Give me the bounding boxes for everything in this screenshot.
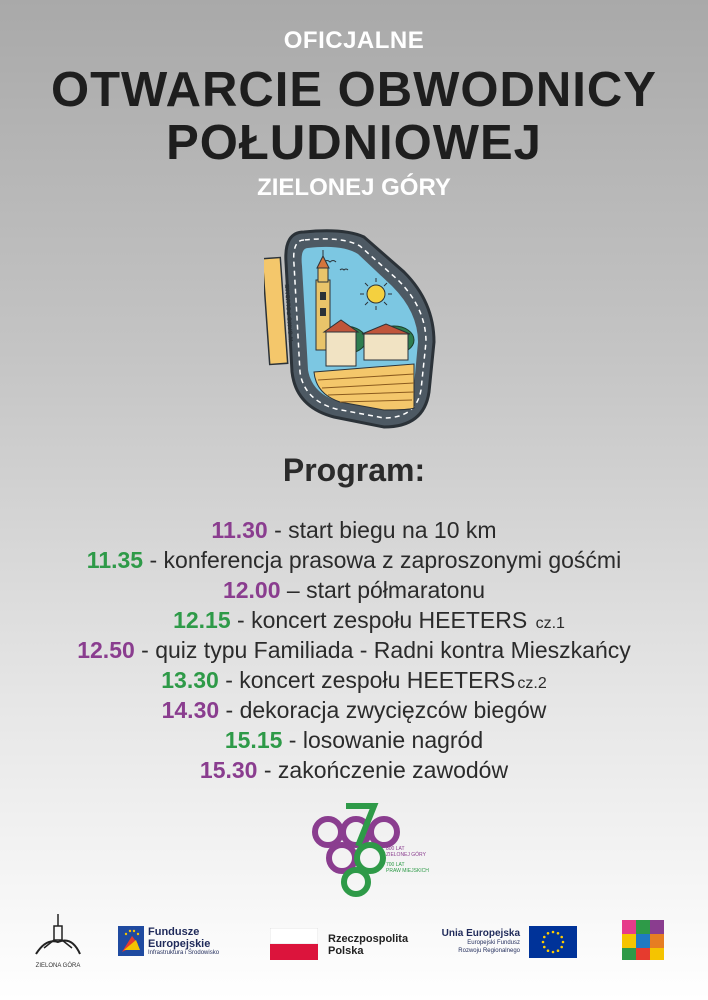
rp-line2: Polska (328, 945, 364, 957)
schedule-text: - quiz typu Familiada - Radni kontra Mieszkańcy (134, 637, 631, 663)
schedule-time: 13.30 (161, 667, 219, 693)
schedule-text: – start półmaratonu (280, 577, 486, 603)
jubilee-line3: 700 LAT (386, 862, 405, 868)
schedule-row (0, 755, 708, 785)
jubilee-logo-icon (310, 802, 450, 898)
schedule-time: 15.15 (224, 727, 283, 753)
fe-title-line2: Europejskie (148, 938, 211, 950)
headline-line2: POŁUDNIOWEJ (166, 116, 542, 170)
schedule-row (0, 695, 708, 725)
schedule-row (0, 545, 708, 575)
ue-sub-line2: Rozwoju Regionalnego (458, 948, 520, 954)
schedule-time: 12.15 (173, 607, 231, 633)
eu-flag-icon (529, 926, 577, 958)
jubilee-line2: ZIELONEJ GÓRY (386, 852, 426, 858)
schedule-time: 11.30 (211, 517, 268, 543)
unia-europejska-logo (430, 926, 580, 962)
schedule-note: cz.2 (517, 675, 547, 692)
fundusze-europejskie-logo (118, 924, 248, 964)
schedule-text: - losowanie nagród (282, 727, 484, 753)
schedule-text: - start biegu na 10 km (267, 517, 497, 543)
fe-title-line1: Fundusze (148, 926, 200, 938)
schedule-time: 12.00 (222, 577, 281, 603)
jubilee-line4: PRAW MIEJSKICH (386, 868, 429, 874)
fe-subtitle: Infrastruktura i Środowisko (148, 950, 220, 956)
schedule-text: - konferencja prasowa z zaproszonymi gośćmi (143, 547, 622, 573)
rzeczpospolita-polska-logo (270, 928, 410, 962)
zielona-gora-caption: ZIELONA GÓRA (35, 963, 81, 969)
schedule-text: - koncert zespołu HEETERS (218, 667, 516, 693)
schedule-text: - dekoracja zwycięzców biegów (219, 697, 547, 723)
jubilee-line1: 800 LAT (386, 846, 405, 852)
schedule-row (0, 575, 708, 605)
puzzle-logo-icon (614, 916, 670, 970)
schedule-row (0, 515, 708, 545)
schedule-time: 12.50 (77, 637, 135, 663)
kicker: OFICJALNE (283, 27, 425, 54)
ue-title: Unia Europejska (441, 928, 520, 939)
program-schedule (0, 515, 708, 785)
schedule-row (0, 665, 708, 695)
schedule-row (0, 635, 708, 665)
footer-logos (0, 912, 708, 982)
ue-sub-line1: Europejski Fundusz (467, 940, 520, 946)
schedule-note: cz.1 (535, 615, 565, 632)
schedule-time: 15.30 (199, 757, 258, 783)
rp-line1: Rzeczpospolita (328, 933, 409, 945)
fundusze-europejskie-icon (118, 926, 144, 956)
schedule-row (0, 725, 708, 755)
program-title: Program: (282, 452, 426, 488)
schedule-text: - koncert zespołu HEETERS (230, 607, 534, 633)
schedule-text: - zakończenie zawodów (257, 757, 509, 783)
subkicker: ZIELONEJ GÓRY (257, 174, 451, 201)
schedule-time: 14.30 (161, 697, 220, 723)
zielona-gora-logo (28, 912, 88, 969)
emblem-ribbon-label: W SAMO POŁUDNIE (284, 283, 296, 343)
zielona-gora-crest-icon (28, 912, 88, 958)
polish-flag-icon (270, 928, 318, 960)
schedule-row (0, 605, 708, 635)
schedule-time: 11.35 (86, 547, 144, 573)
headline-line1: OTWARCIE OBWODNICY (51, 63, 657, 117)
